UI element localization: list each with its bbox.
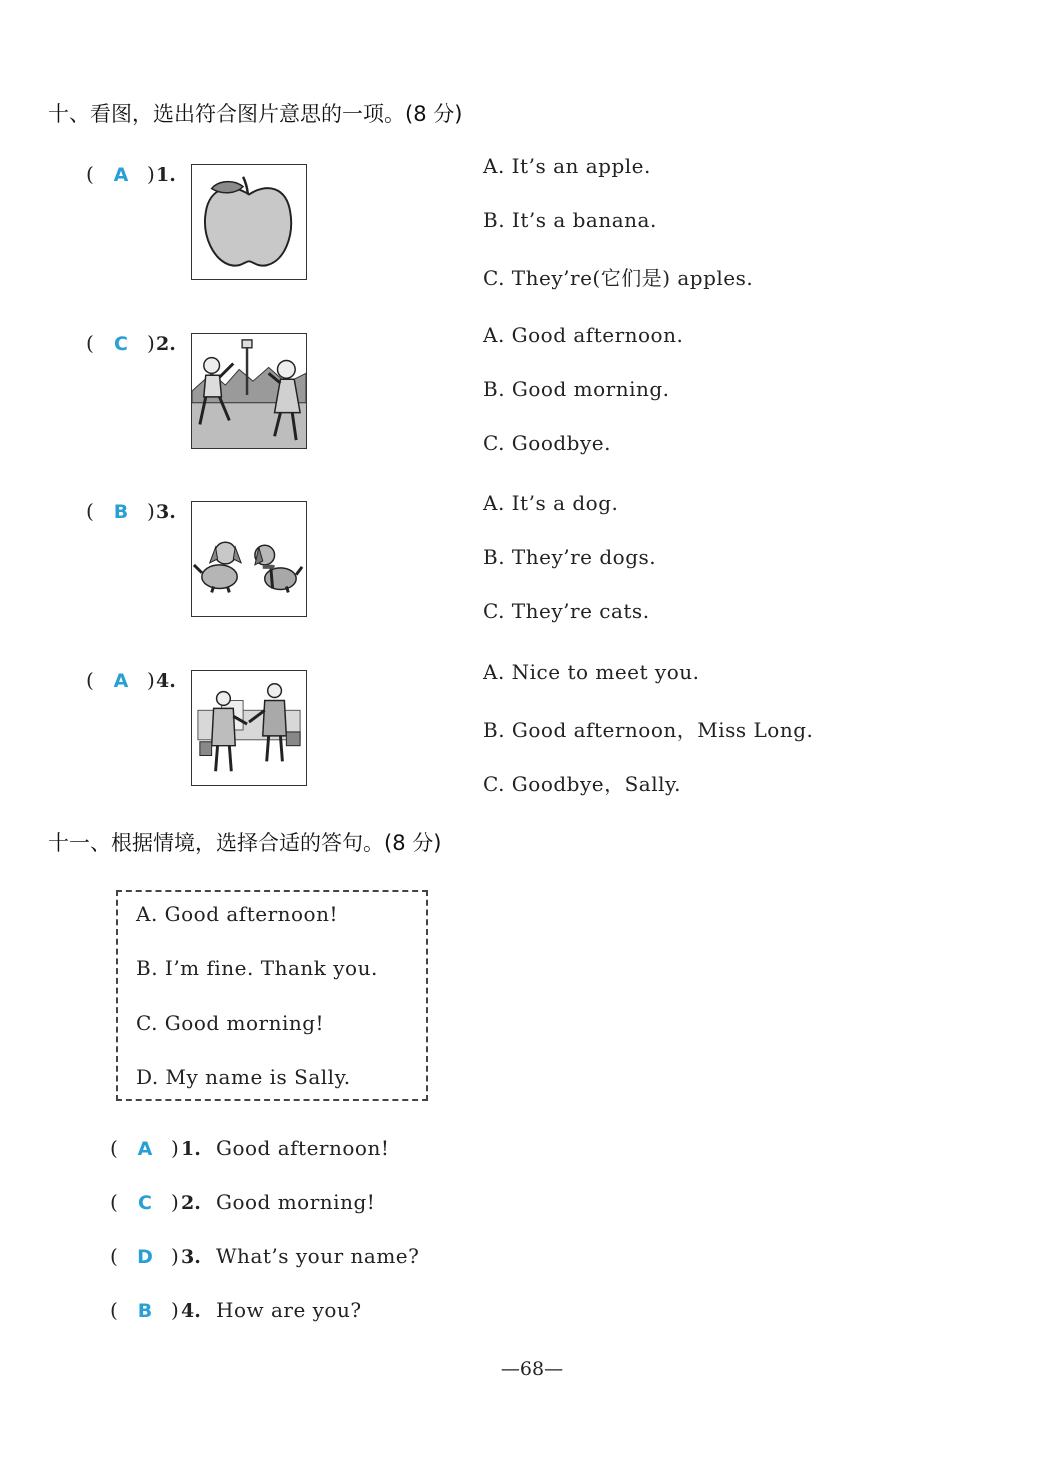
question-number: 2.	[156, 333, 176, 355]
answer-mark: B	[113, 501, 129, 523]
picture-question-3	[0, 487, 1064, 647]
answer-mark: C	[138, 1192, 152, 1214]
answer-paren-close: )	[171, 1190, 179, 1214]
answer-paren-close: )	[147, 499, 155, 523]
picture-question-4	[0, 656, 1064, 816]
answer-paren-close: )	[147, 331, 155, 355]
answer-paren-open: (	[86, 668, 94, 692]
question-number: 2.	[181, 1192, 201, 1214]
question-number: 3.	[181, 1246, 201, 1268]
picture-question-2	[0, 319, 1064, 479]
answer-paren-open: (	[110, 1298, 118, 1322]
answer-paren-close: )	[171, 1244, 179, 1268]
option-a: A. Nice to meet you.	[483, 660, 700, 684]
dialogue-question-1	[0, 1136, 700, 1176]
option-c: C. They’re cats.	[483, 599, 650, 623]
answer-mark: A	[113, 164, 129, 186]
answer-mark: B	[137, 1300, 153, 1322]
choice-c: C. Good morning!	[136, 1011, 325, 1035]
answer-paren-open: (	[110, 1244, 118, 1268]
answer-paren-open: (	[86, 162, 94, 186]
answer-paren-open: (	[86, 331, 94, 355]
answer-mark: C	[114, 333, 128, 355]
option-b: B. It’s a banana.	[483, 208, 657, 232]
businessmen-handshake-picture	[191, 670, 307, 786]
section-10-heading: 十、看图，选出符合图片意思的一项。(8 分)	[48, 102, 463, 126]
option-b: B. They’re dogs.	[483, 545, 657, 569]
option-b: B. Good afternoon，Miss Long.	[483, 718, 814, 742]
option-a: A. Good afternoon.	[483, 323, 684, 347]
question-text: What’s your name?	[216, 1244, 420, 1268]
option-c: C. They’re(它们是) apples.	[483, 266, 754, 290]
question-text: How are you?	[216, 1298, 362, 1322]
answer-paren-open: (	[110, 1136, 118, 1160]
answer-paren-open: (	[110, 1190, 118, 1214]
question-number: 3.	[156, 501, 176, 523]
answer-choices-box	[116, 890, 428, 1101]
question-text: Good morning!	[216, 1190, 376, 1214]
section-11-heading: 十一、根据情境，选择合适的答句。(8 分)	[48, 831, 442, 855]
question-number: 1.	[156, 164, 176, 186]
question-number: 4.	[181, 1300, 201, 1322]
dialogue-question-4	[0, 1298, 700, 1338]
option-c: C. Goodbye.	[483, 431, 611, 455]
option-a: A. It’s a dog.	[483, 491, 619, 515]
apple-picture	[191, 164, 307, 280]
question-text: Good afternoon!	[216, 1136, 390, 1160]
two-dogs-picture	[191, 501, 307, 617]
option-b: B. Good morning.	[483, 377, 670, 401]
answer-paren-open: (	[86, 499, 94, 523]
answer-mark: D	[137, 1246, 153, 1268]
choice-b: B. I’m fine. Thank you.	[136, 956, 378, 980]
answer-paren-close: )	[171, 1136, 179, 1160]
question-number: 4.	[156, 670, 176, 692]
question-number: 1.	[181, 1138, 201, 1160]
answer-paren-close: )	[171, 1298, 179, 1322]
option-c: C. Goodbye，Sally.	[483, 772, 682, 796]
answer-paren-close: )	[147, 162, 155, 186]
dialogue-question-3	[0, 1244, 700, 1284]
dialogue-question-2	[0, 1190, 700, 1230]
answer-paren-close: )	[147, 668, 155, 692]
picture-question-1	[0, 150, 1064, 310]
option-a: A. It’s an apple.	[483, 154, 651, 178]
choice-a: A. Good afternoon!	[136, 902, 339, 926]
answer-mark: A	[137, 1138, 153, 1160]
choice-d: D. My name is Sally.	[136, 1065, 351, 1089]
page-number: —68—	[500, 1358, 564, 1380]
children-waving-picture	[191, 333, 307, 449]
answer-mark: A	[113, 670, 129, 692]
